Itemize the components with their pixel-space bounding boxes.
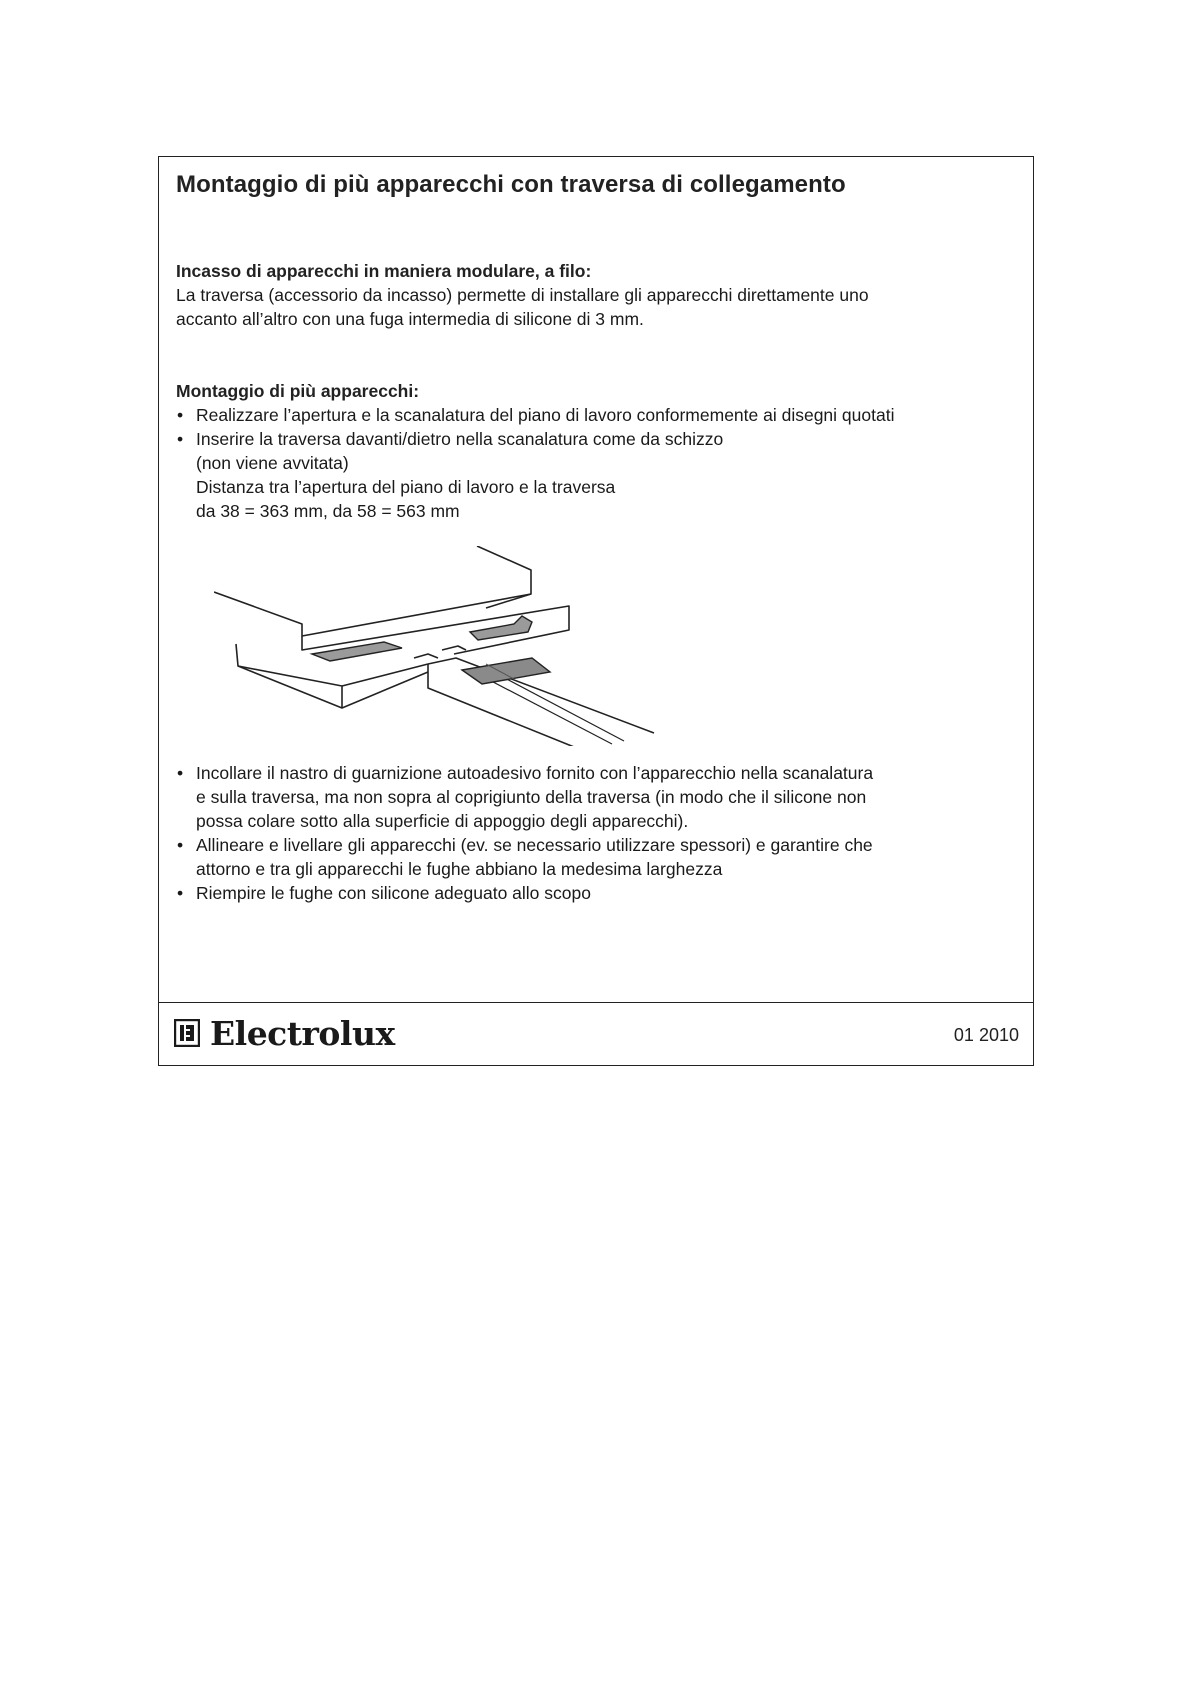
brand-name: Electrolux	[210, 1013, 395, 1053]
bullet-list	[176, 761, 1016, 905]
crossbar-installation-diagram	[214, 546, 684, 746]
sheet-footer	[159, 1002, 1033, 1065]
sheet-content	[176, 171, 1016, 903]
section-text: La traversa (accessorio da incasso) permette di installare gli apparecchi direttamente uno accanto all’altro con una fuga intermedia di silicone di 3 mm.	[176, 285, 869, 329]
list-item: • Inserire la traversa davanti/dietro nella scanalatura come da schizzo (non viene avvitata) Distanza tra l’apertura del piano di lavoro e la traversa da 38 = 363 mm, da 58 = 563 mm	[176, 427, 1016, 523]
instruction-sheet	[158, 156, 1034, 1066]
document-date: 01 2010	[953, 1025, 1019, 1045]
seal-strips	[312, 616, 550, 684]
list-item: • Incollare il nastro di guarnizione autoadesivo fornito con l’apparecchio nella scanalatura e sulla traversa, ma non sopra al coprigiunto della traversa (in modo che il silicone non possa colare sotto alla superficie di appoggio degli apparecchi).	[176, 761, 1016, 833]
list-item: • Allineare e livellare gli apparecchi (ev. se necessario utilizzare spessori) e garantire che attorno e tra gli apparecchi le fughe abbiano la medesima larghezza	[176, 833, 1016, 881]
section-heading: Incasso di apparecchi in maniera modulare, a filo:	[176, 261, 592, 281]
section-finishing-steps	[176, 761, 1016, 905]
section-mounting-steps	[176, 381, 1016, 523]
bullet-list	[176, 403, 1016, 523]
brand-logo	[174, 1013, 395, 1053]
section-heading: Montaggio di più apparecchi:	[176, 381, 420, 401]
worktop-outline	[214, 546, 654, 746]
section-flush-installation	[176, 261, 1016, 331]
page-title: Montaggio di più apparecchi con traversa di collegamento	[176, 171, 846, 198]
electrolux-logo-icon	[174, 1019, 200, 1047]
list-item: • Riempire le fughe con silicone adeguato allo scopo	[176, 881, 1016, 905]
list-item: • Realizzare l’apertura e la scanalatura del piano di lavoro conformemente ai disegni quotati	[176, 403, 1016, 427]
